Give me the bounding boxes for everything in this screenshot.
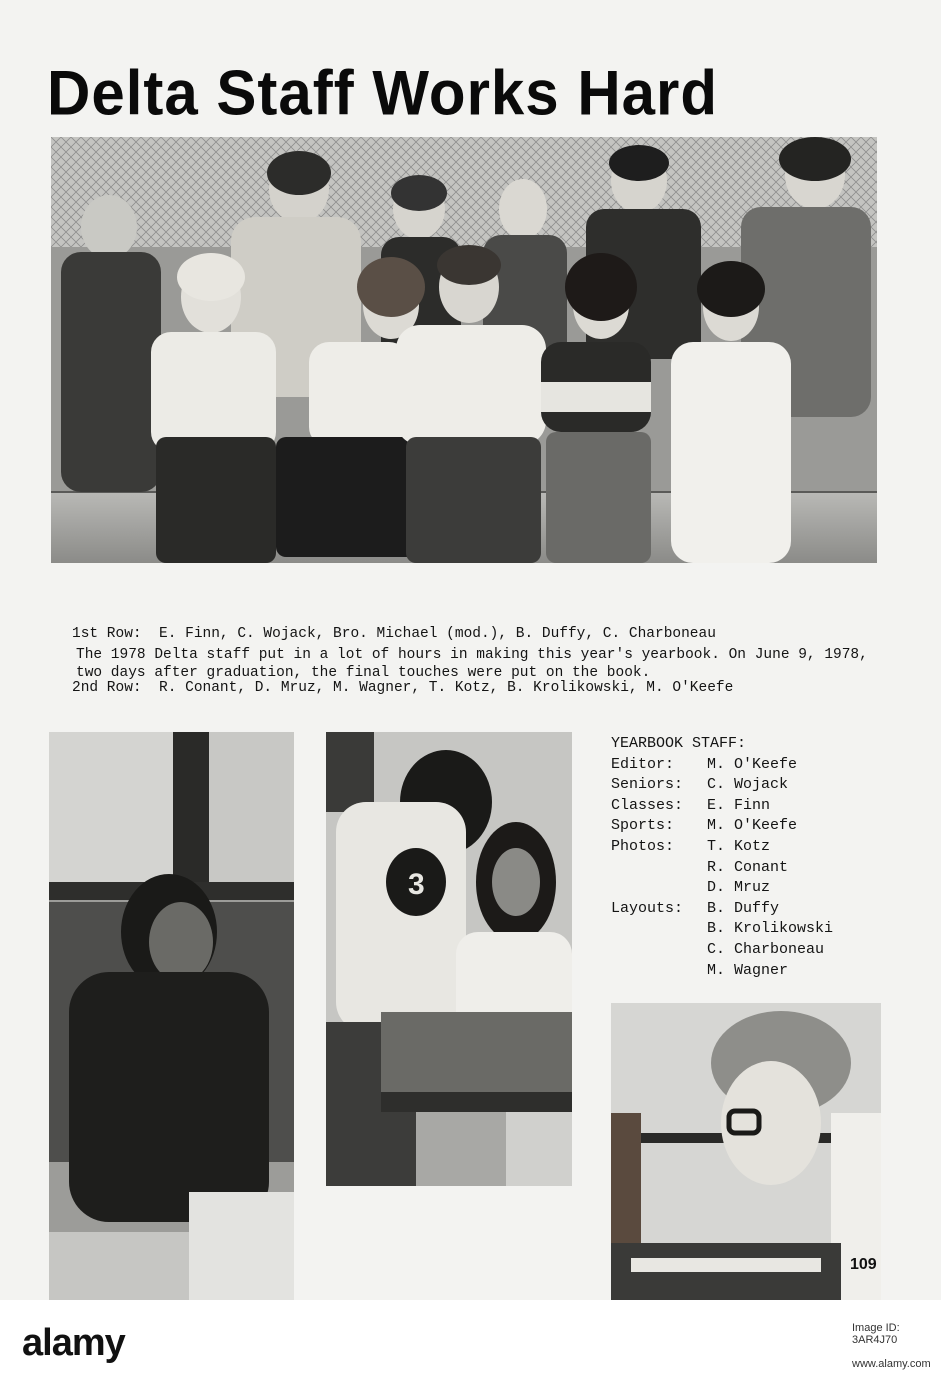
staff-name: E. Finn — [707, 796, 771, 814]
caption-row-2: 2nd Row: R. Conant, D. Mruz, M. Wagner, T. Kotz, B. Krolikowski, M. O'Keefe — [72, 680, 734, 696]
staff-line — [611, 755, 833, 776]
photo-students-working — [326, 732, 572, 1186]
staff-line — [611, 837, 833, 858]
staff-name: B. Krolikowski — [707, 920, 834, 938]
image-id-label: Image ID: 3AR4J70 — [852, 1322, 900, 1346]
staff-name: M. O'Keefe — [707, 755, 798, 773]
staff-role: Photos: — [611, 837, 675, 855]
svg-text:3: 3 — [408, 868, 425, 901]
staff-line — [611, 816, 833, 837]
caption-row-1: 1st Row: E. Finn, C. Wojack, Bro. Michael (mod.), B. Duffy, C. Charboneau — [72, 626, 716, 642]
staff-role: Sports: — [611, 817, 675, 835]
photo-student-at-desk — [49, 732, 294, 1300]
staff-role: Editor: — [611, 755, 675, 773]
credit-link[interactable]: www.alamy.com — [852, 1358, 931, 1370]
staff-line — [611, 961, 833, 982]
body-paragraph: The 1978 Delta staff put in a lot of hours in making this year's yearbook. On June 9, 1978, two days after graduation, the final touches were put on the book. — [76, 647, 868, 681]
staff-line — [611, 919, 833, 940]
staff-name: T. Kotz — [707, 837, 771, 855]
staff-name: D. Mruz — [707, 879, 771, 897]
alamy-logo: alamy — [22, 1322, 125, 1364]
staff-line — [611, 796, 833, 817]
page-title: Delta Staff Works Hard — [47, 57, 719, 129]
staff-role: Seniors: — [611, 776, 684, 794]
staff-line — [611, 878, 833, 899]
stock-footer — [0, 1300, 941, 1390]
staff-name: M. Wagner — [707, 961, 789, 979]
staff-name: C. Charboneau — [707, 940, 825, 958]
staff-role: Classes: — [611, 796, 684, 814]
staff-line — [611, 858, 833, 879]
group-photo — [51, 137, 877, 563]
staff-line — [611, 899, 833, 920]
page-number: 109 — [850, 1256, 877, 1273]
staff-name: R. Conant — [707, 858, 789, 876]
staff-line — [611, 940, 833, 961]
photo-student-with-glasses — [611, 1003, 881, 1300]
staff-role: Layouts: — [611, 899, 684, 917]
staff-name: C. Wojack — [707, 776, 789, 794]
yearbook-staff-list — [611, 734, 833, 981]
staff-line — [611, 775, 833, 796]
staff-name: M. O'Keefe — [707, 817, 798, 835]
staff-heading: YEARBOOK STAFF: — [611, 735, 747, 752]
staff-name: B. Duffy — [707, 899, 780, 917]
